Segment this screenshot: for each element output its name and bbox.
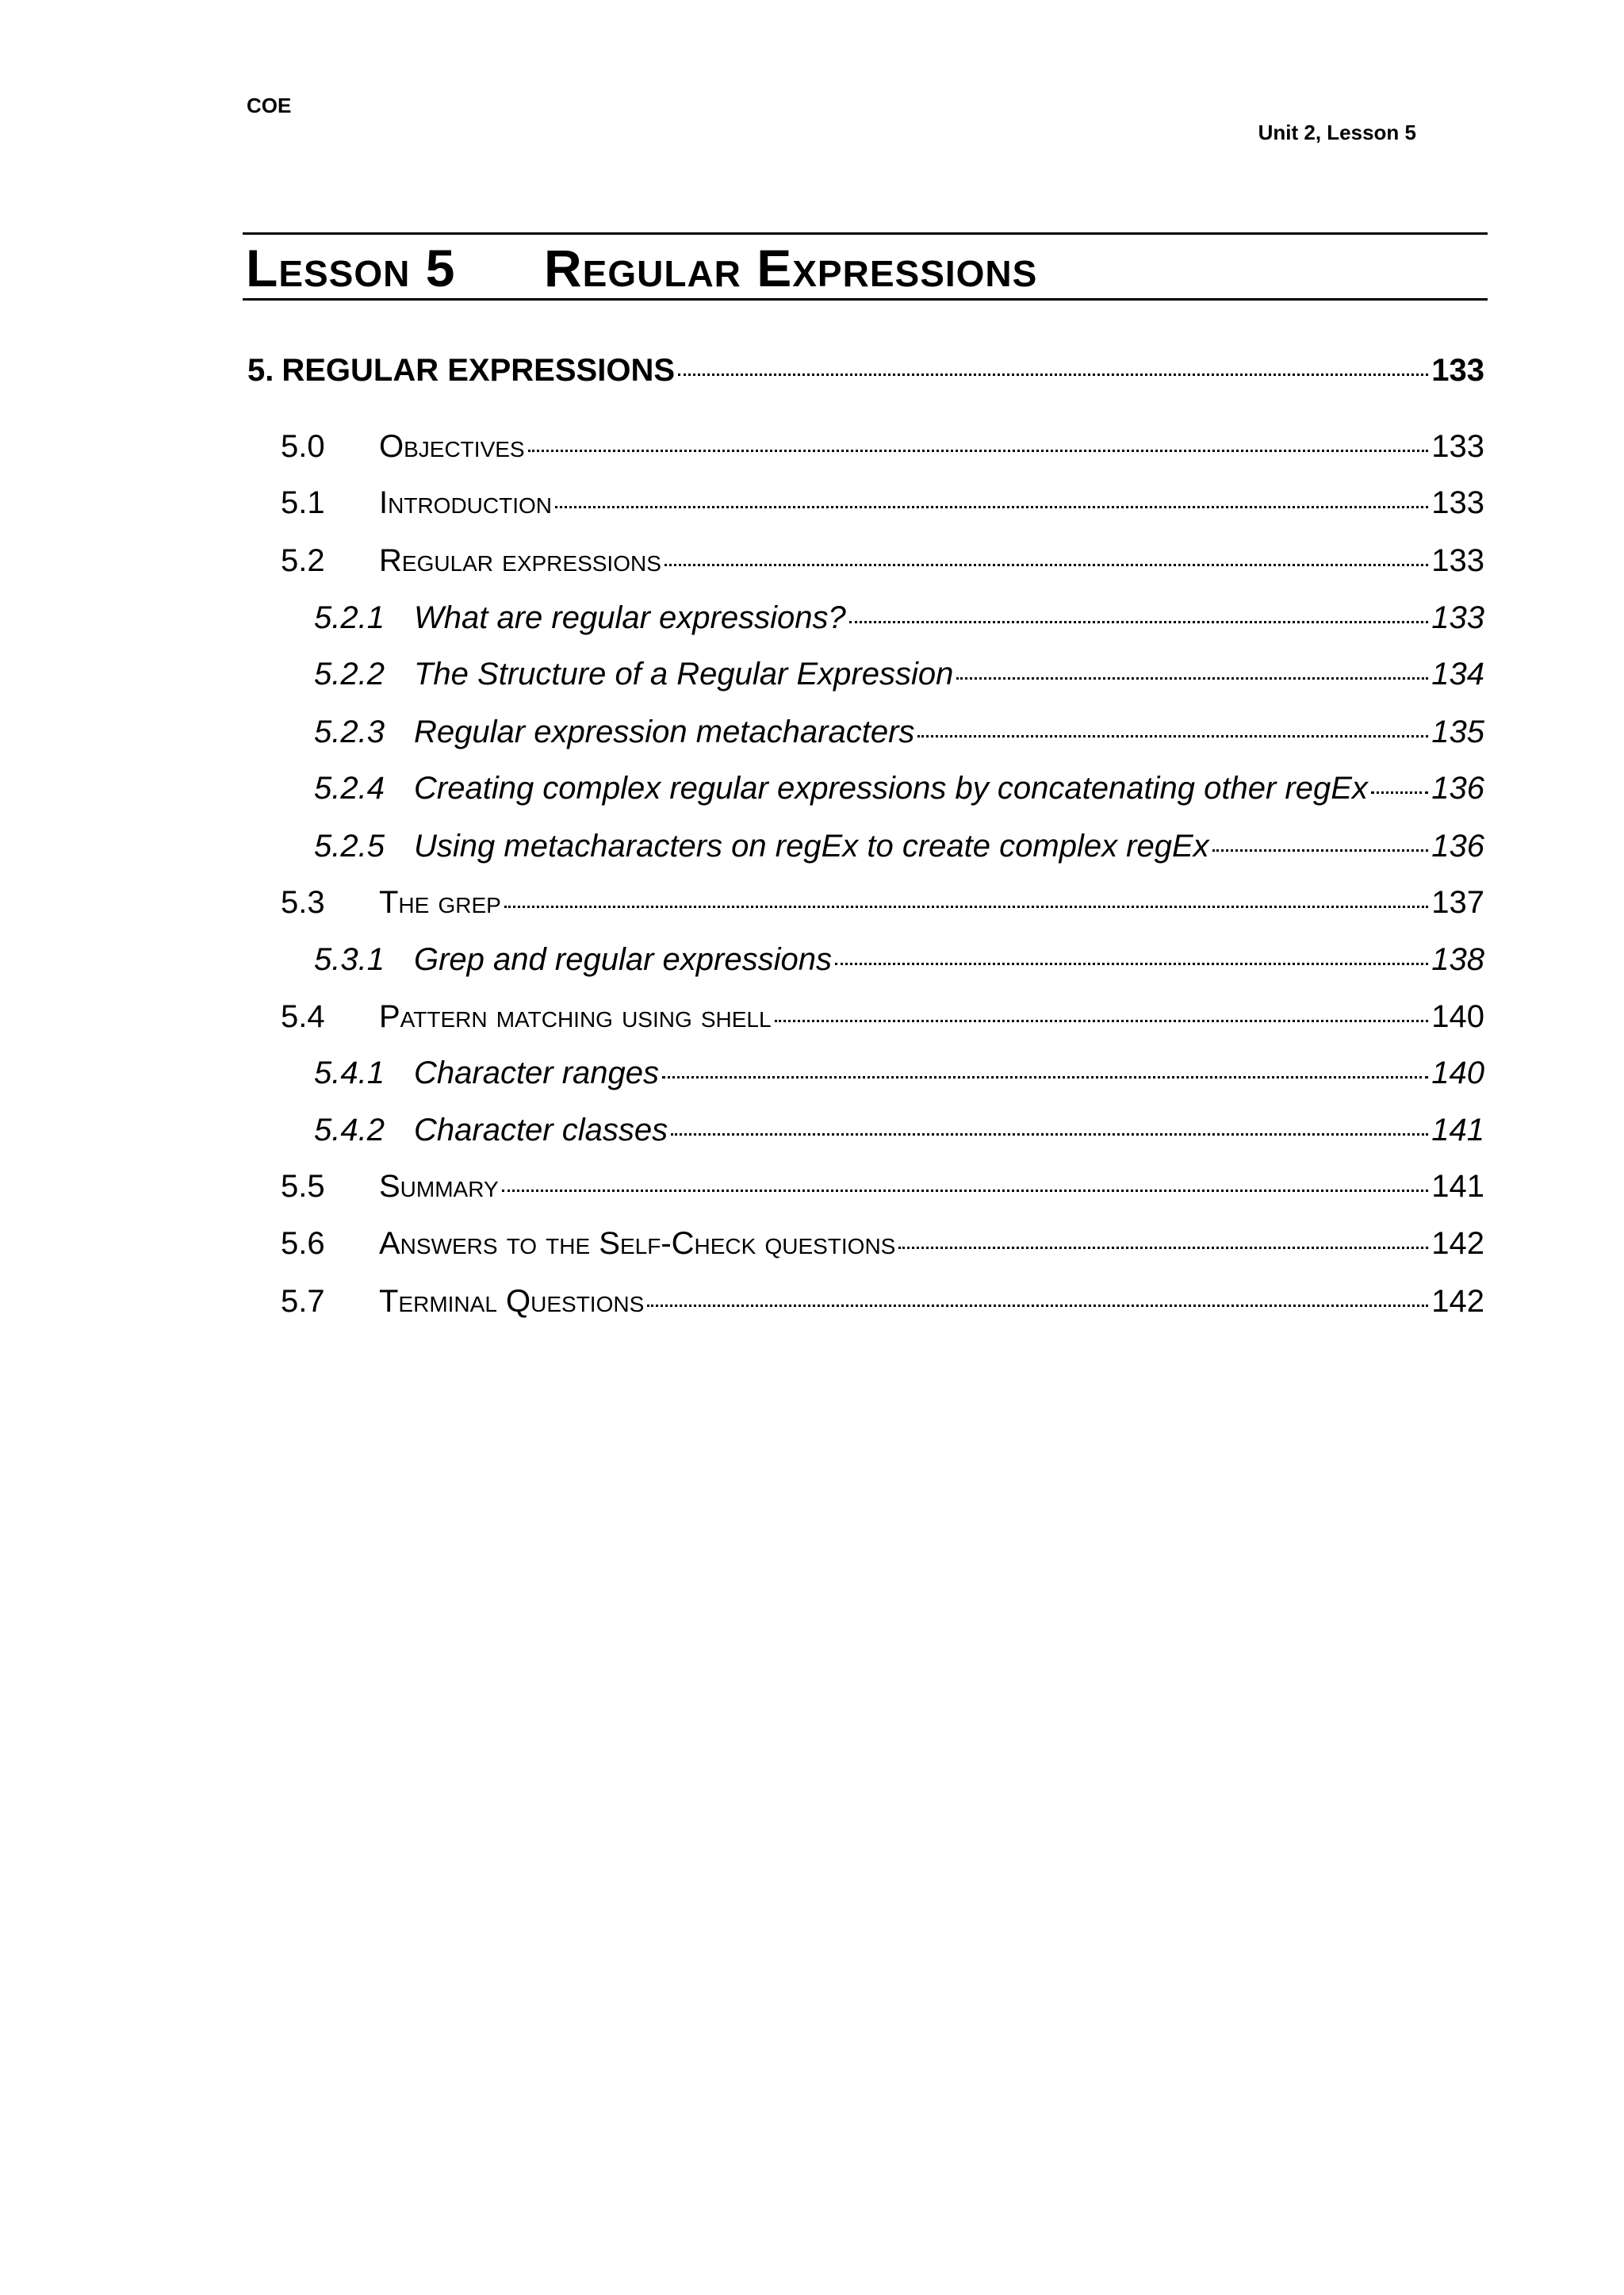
toc-entry-label: REGULAR EXPRESSIONS xyxy=(282,353,676,388)
toc-entry-label: Character ranges xyxy=(414,1056,660,1090)
toc-entry-label: Pattern matching using shell xyxy=(379,999,772,1034)
toc-entry[interactable] xyxy=(247,425,1484,465)
toc-entry[interactable] xyxy=(247,711,1484,750)
toc-entry-label: What are regular expressions? xyxy=(414,600,846,635)
toc-entry[interactable] xyxy=(247,1109,1484,1148)
toc-entry[interactable] xyxy=(247,1165,1484,1205)
toc-dot-leader xyxy=(835,938,1428,970)
toc-entry[interactable] xyxy=(247,995,1484,1035)
toc-entry[interactable] xyxy=(247,1280,1484,1320)
toc-entry-label: Regular expression metacharacters xyxy=(414,715,915,749)
toc-dot-leader xyxy=(775,995,1429,1027)
toc-dot-leader xyxy=(665,539,1428,571)
toc-entry-number: 5.2.4 xyxy=(314,771,385,806)
toc-entry-page: 140 xyxy=(1431,1056,1484,1090)
toc-dot-leader xyxy=(528,425,1429,457)
toc-entry-number: 5.2.5 xyxy=(314,829,385,864)
toc-entry-page: 141 xyxy=(1431,1113,1484,1148)
toc-dot-leader xyxy=(555,481,1428,513)
toc-entry-label: The Structure of a Regular Expression xyxy=(414,657,954,692)
toc-entry-page: 142 xyxy=(1431,1284,1484,1319)
toc-entry-page: 133 xyxy=(1431,543,1484,578)
lesson-number: Lesson 5 xyxy=(246,239,456,297)
toc-entry-label: Regular expressions xyxy=(379,543,661,578)
toc-entry[interactable] xyxy=(247,1052,1484,1091)
toc-entry-page: 133 xyxy=(1431,429,1484,464)
toc-entry-label: Character classes xyxy=(414,1113,668,1148)
toc-entry-label: Answers to the Self-Check questions xyxy=(379,1226,896,1261)
toc-entry-label: Objectives xyxy=(379,429,525,464)
toc-entry-number: 5.2.3 xyxy=(314,715,385,749)
toc-dot-leader xyxy=(678,349,1428,381)
toc-entry[interactable] xyxy=(247,481,1484,521)
toc-entry-label: Grep and regular expressions xyxy=(414,942,832,977)
toc-entry-number: 5.3 xyxy=(281,885,325,920)
toc-entry-number: 5.4.2 xyxy=(314,1113,385,1148)
toc-entry-page: 136 xyxy=(1431,771,1484,806)
toc-entry-number: 5.4 xyxy=(281,999,325,1034)
toc-entry-page: 137 xyxy=(1431,885,1484,920)
toc-entry[interactable] xyxy=(247,596,1484,636)
toc-entry[interactable] xyxy=(247,825,1484,864)
toc-dot-leader xyxy=(647,1280,1428,1312)
toc-entry-label: Creating complex regular expressions by concatenating other regEx xyxy=(414,771,1368,806)
toc-dot-leader xyxy=(1212,825,1429,856)
toc-dot-leader xyxy=(917,711,1428,742)
toc-dot-leader xyxy=(898,1222,1428,1254)
toc-entry-page: 142 xyxy=(1431,1226,1484,1261)
toc-entry-label: Using metacharacters on regEx to create complex regEx xyxy=(414,829,1209,864)
toc-entry-number: 5.2 xyxy=(281,543,325,578)
toc-entry[interactable] xyxy=(247,653,1484,692)
toc-dot-leader xyxy=(504,881,1428,913)
toc-entry-page: 138 xyxy=(1431,942,1484,977)
toc-entry-label: The grep xyxy=(379,885,501,920)
toc-entry[interactable] xyxy=(247,881,1484,921)
toc-entry-number: 5.0 xyxy=(281,429,325,464)
toc-entry-number: 5. xyxy=(247,353,274,388)
toc-entry-number: 5.3.1 xyxy=(314,942,385,977)
toc-entry-page: 140 xyxy=(1431,999,1484,1034)
toc-entry-number: 5.5 xyxy=(281,1169,325,1204)
lesson-title: Regular Expressions xyxy=(544,239,1038,297)
toc-entry-page: 135 xyxy=(1431,715,1484,749)
toc-entry-page: 141 xyxy=(1431,1169,1484,1204)
header-right: Unit 2, Lesson 5 xyxy=(1258,121,1416,144)
lesson-title-band xyxy=(243,232,1488,301)
toc-entry-number: 5.2.2 xyxy=(314,657,385,692)
toc-dot-leader xyxy=(849,596,1429,628)
toc-dot-leader xyxy=(956,653,1428,684)
toc-entry-number: 5.2.1 xyxy=(314,600,385,635)
toc-entry-label: Introduction xyxy=(379,485,552,520)
toc-entry[interactable] xyxy=(247,349,1484,389)
toc-entry-page: 133 xyxy=(1431,600,1484,635)
toc-entry[interactable] xyxy=(247,938,1484,978)
toc-entry-page: 133 xyxy=(1431,353,1484,388)
toc-entry[interactable] xyxy=(247,539,1484,579)
toc-entry-number: 5.6 xyxy=(281,1226,325,1261)
toc-entry-number: 5.4.1 xyxy=(314,1056,385,1090)
toc-entry-page: 134 xyxy=(1431,657,1484,692)
toc-dot-leader xyxy=(662,1052,1428,1083)
toc-entry-label: Terminal Questions xyxy=(379,1284,645,1319)
toc-entry-number: 5.1 xyxy=(281,485,325,520)
toc-dot-leader xyxy=(671,1109,1428,1140)
toc-entry-number: 5.7 xyxy=(281,1284,325,1319)
toc-entry[interactable] xyxy=(247,767,1484,807)
toc-entry[interactable] xyxy=(247,1222,1484,1262)
toc-entry-page: 133 xyxy=(1431,485,1484,520)
toc-entry-page: 136 xyxy=(1431,829,1484,864)
toc-dot-leader xyxy=(502,1165,1429,1197)
toc-entry-label: Summary xyxy=(379,1169,499,1204)
toc-dot-leader xyxy=(1371,767,1428,799)
header-left: COE xyxy=(247,94,292,117)
